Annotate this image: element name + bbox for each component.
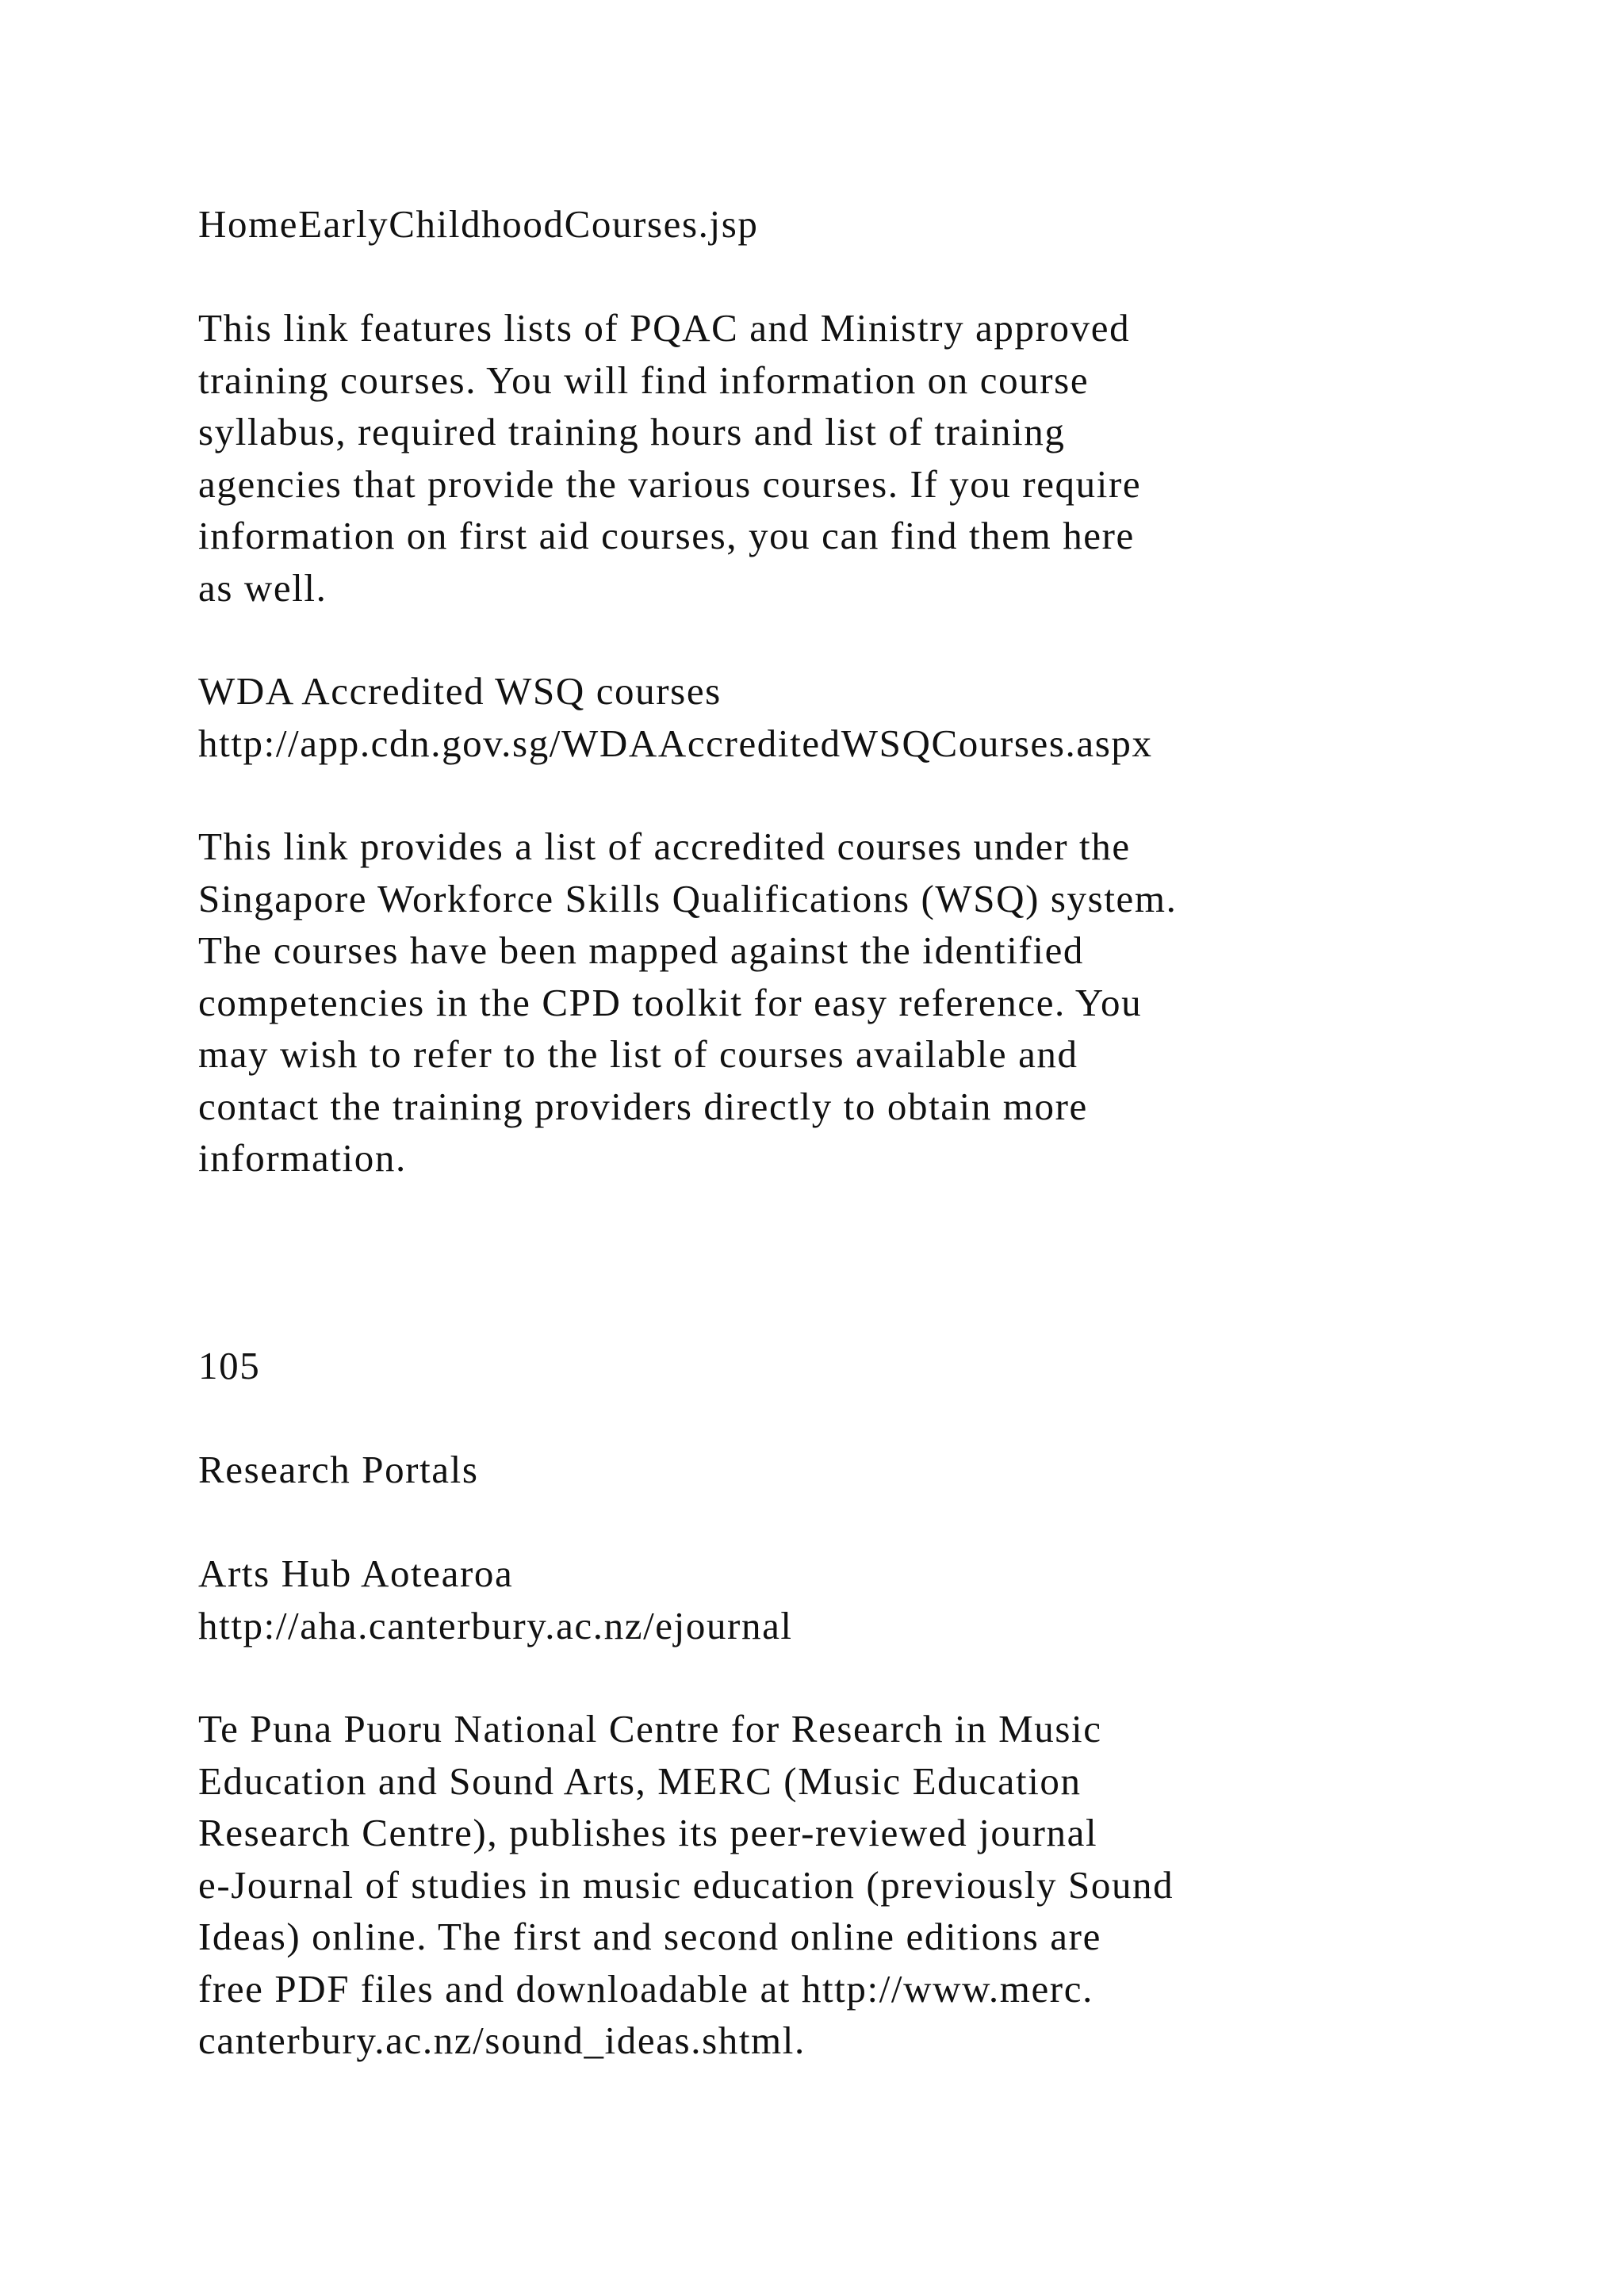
paragraph-line: competencies in the CPD toolkit for easy reference. You [198,980,1143,1024]
paragraph-line: canterbury.ac.nz/sound_ideas.shtml. [198,2019,806,2062]
paragraph-line: This link features lists of PQAC and Ministry approved [198,306,1131,350]
paragraph-line: Singapore Workforce Skills Qualifications (WSQ) system. [198,876,1178,920]
paragraph-line: Ideas) online. The first and second online editions are [198,1915,1101,1958]
url-line: HomeEarlyChildhoodCourses.jsp [198,202,759,246]
paragraph-line: agencies that provide the various courses. If you require [198,461,1142,506]
paragraph-line: free PDF files and downloadable at http://www.merc. [198,1966,1094,2011]
page-number-text: 105 [198,1344,261,1387]
wsq-courses-description [198,821,1546,1184]
paragraph-line: Research Centre), publishes its peer-reviewed journal [198,1811,1098,1854]
page-number [198,1340,1546,1392]
paragraph-line: training courses. You will find information on course [198,358,1090,402]
arts-hub-description [198,1703,1546,2067]
paragraph-line: contact the training providers directly to obtain more [198,1084,1088,1128]
arts-hub-entry [198,1548,1546,1651]
paragraph-line: information. [198,1136,407,1180]
paragraph-line: as well. [198,565,327,610]
paragraph-line: This link provides a list of accredited courses under the [198,825,1131,868]
wsq-courses-entry [198,665,1546,769]
entry-url: http://app.cdn.gov.sg/WDAAccreditedWSQCourses.aspx [198,721,1153,765]
entry-title: WDA Accredited WSQ courses [198,669,722,713]
paragraph-line: syllabus, required training hours and list of training [198,410,1066,453]
paragraph-line: may wish to refer to the list of courses available and [198,1032,1078,1076]
paragraph-line: Te Puna Puoru National Centre for Research in Music [198,1707,1102,1751]
paragraph-line: information on first aid courses, you can find them here [198,514,1135,557]
paragraph-line: Education and Sound Arts, MERC (Music Education [198,1758,1082,1803]
section-heading [198,1444,1546,1496]
course-link-url [198,198,1546,251]
course-link-description [198,302,1546,614]
paragraph-line: The courses have been mapped against the identified [198,928,1085,972]
section-heading-text: Research Portals [198,1448,479,1491]
entry-title: Arts Hub Aotearoa [198,1552,514,1595]
entry-url: http://aha.canterbury.ac.nz/ejournal [198,1603,793,1647]
paragraph-line: e-Journal of studies in music education (previously Sound [198,1862,1174,1907]
